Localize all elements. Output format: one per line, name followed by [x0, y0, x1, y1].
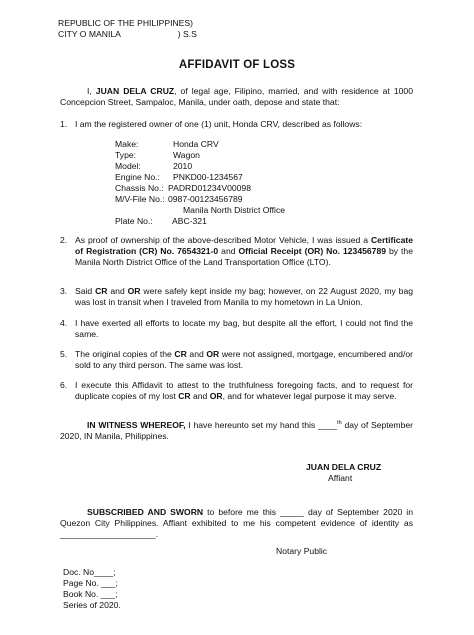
doc-number: Doc. No____; [63, 567, 116, 577]
document-title: AFFIDAVIT OF LOSS [178, 59, 296, 71]
paragraph-number: 2. [60, 235, 68, 245]
notary-public-label: Notary Public [276, 546, 328, 556]
witness-paragraph: IN WITNESS WHEREOF, I have hereunto set my hand this ____$^{th}$ day of September 2020, IN Manila, Philippines. [60, 420, 413, 441]
paragraph-number: 3. [60, 286, 68, 296]
jurat-paragraph: SUBSCRIBED AND SWORN to before me this _____ day of September 2020 in Quezon City Philippines. Affiant exhibited to me his competent evidence of identity as ____________________. [60, 507, 413, 539]
paragraph-number: 1. [60, 119, 68, 129]
series-year: Series of 2020. [63, 600, 121, 610]
page-number: Page No. ___; [63, 578, 118, 588]
paragraph-text: Said CR and OR were safely kept inside my bag; however, on 22 August 2020, my bag was lost in transit when I traveled from Manila to my hometown in La Union. [75, 286, 414, 307]
paragraph-text: I am the registered owner of one (1) unit, Honda CRV, described as follows: [75, 119, 363, 129]
caption-city: CITY O MANILA ) S.S [58, 29, 197, 39]
notarial-register [63, 567, 121, 611]
paragraph-text: As proof of ownership of the above-described Motor Vehicle, I was issued a Certificate of Registration (CR) No. 7654321-0 and Official Receipt (OR) No. 123456789 by the Manila North District Office of the Land Transportation Office (LTO). [75, 235, 413, 267]
or-number: Official Receipt (OR) No. 123456789 [238, 246, 387, 256]
paragraph-text: I have exerted all efforts to locate my bag, but despite all the effort, I could not find the same. [75, 318, 413, 339]
caption-republic: REPUBLIC OF THE PHILIPPINES) [58, 18, 193, 28]
paragraph-number: 5. [60, 349, 68, 359]
intro-paragraph: I, JUAN DELA CRUZ, of legal age, Filipino, married, and with residence at 1000 Concepcion Street, Sampaloc, Manila, under oath, depose and state that: [60, 86, 413, 107]
document-caption [58, 18, 258, 40]
paragraph-number: 6. [60, 380, 68, 390]
paragraph-number: 4. [60, 318, 68, 328]
signatory-name: JUAN DELA CRUZ [306, 462, 382, 472]
cr-number: Certificate of Registration (CR) No. 7654321-0 [75, 235, 413, 256]
paragraph-text: I execute this Affidavit to attest to the truthfulness foregoing facts, and to request for duplicate copies of my lost CR and OR, and for whatever legal purpose it may serve. [75, 380, 413, 401]
affiant-name: JUAN DELA CRUZ [95, 86, 175, 96]
book-number: Book No. ___; [63, 589, 118, 599]
paragraph-text: The original copies of the CR and OR were not assigned, mortgage, encumbered and/or sold to any third person. The same was lost. [75, 349, 413, 370]
signatory-role: Affiant [328, 473, 353, 483]
